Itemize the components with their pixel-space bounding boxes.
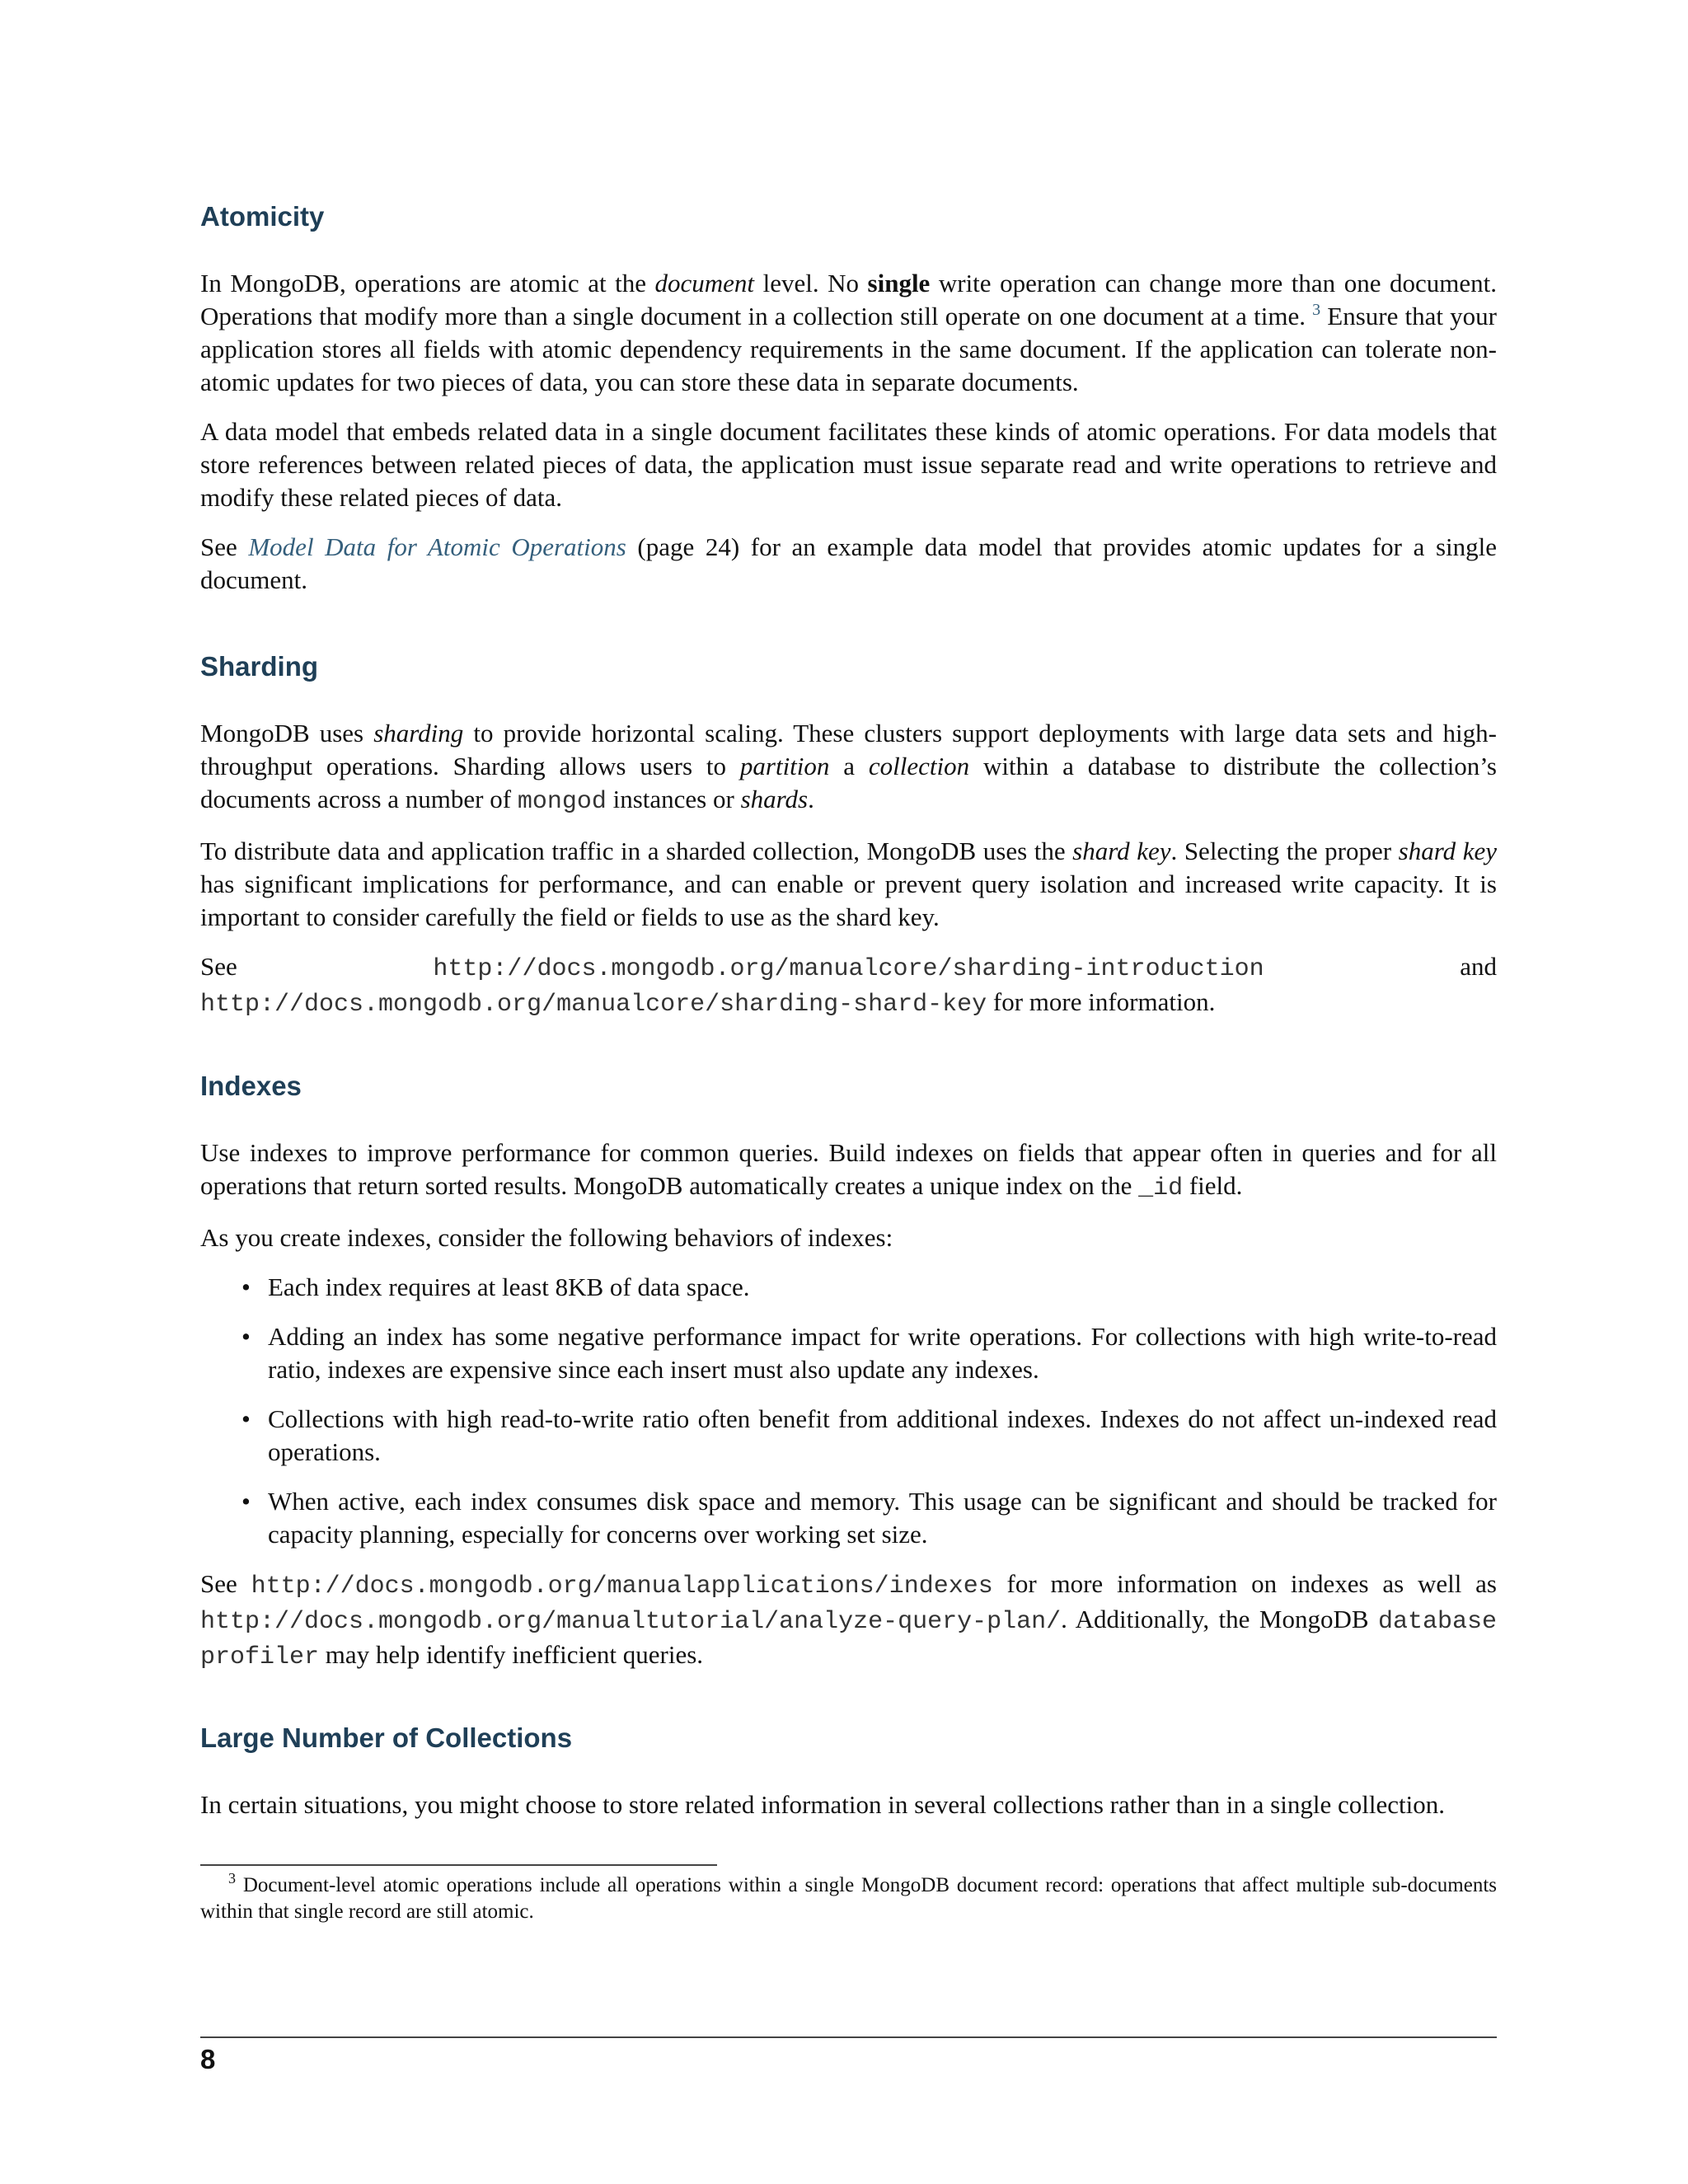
heading-large-number-of-collections: Large Number of Collections — [200, 1722, 573, 1753]
section-indexes — [200, 1137, 1497, 1690]
footnote — [200, 1872, 1497, 1925]
text-run: may help identify inefficient queries. — [319, 1640, 704, 1669]
text-run: Ensure that your application stores all fields with atomic dependency requirements in the same document. If the application can tolerate non-atomic updates for two pieces of data, you can store these data in separate documents. — [200, 302, 1498, 396]
list-item: • Adding an index has some negative performance impact for write operations. For collections with high write-to-read ratio, indexes are expensive since each insert must also update any indexes. — [268, 1320, 1497, 1386]
text-run: See — [200, 952, 434, 981]
text-run: to provide horizontal scaling. These clusters support deployments with large data sets and high-throughput operations. Sharding allows users to — [200, 719, 1497, 780]
text-run: Use indexes to improve performance for common queries. Build indexes on fields that appear often in queries and for all operations that return sorted results. MongoDB automatically creates a unique index on the — [200, 1138, 1497, 1200]
document-page — [200, 0, 1497, 2184]
section-atomicity — [200, 267, 1497, 613]
footer-divider — [200, 2036, 1497, 2038]
code-database-profiler[interactable]: database profiler — [200, 1608, 1497, 1671]
atomicity-paragraph-1 — [200, 267, 1497, 399]
atomicity-paragraph-2: A data model that embeds related data in a single document facilitates these kinds of atomic operations. For data models that store references between related pieces of data, the application must issue separate read and write operations to retrieve and modify these related pieces of data. — [200, 417, 1497, 512]
emphasis-shards: shards — [740, 785, 809, 813]
indexes-paragraph-3 — [200, 1568, 1497, 1674]
sharding-paragraph-1 — [200, 717, 1497, 818]
url-sharding-introduction[interactable]: http://docs.mongodb.org/manualcore/sharding-introduction — [433, 955, 1264, 983]
sharding-paragraph-3 — [200, 950, 1497, 1021]
collections-paragraph-1: In certain situations, you might choose to store related information in several collections rather than in a single collection. — [200, 1790, 1445, 1819]
section-sharding — [200, 717, 1497, 1038]
text-run: See — [200, 1569, 251, 1598]
emphasis-shard-key: shard key — [1072, 837, 1171, 865]
text-run: field. — [1183, 1171, 1243, 1200]
text-run: (page 24) for an example data model that provides atomic updates for a single document. — [200, 532, 1497, 594]
list-item: • When active, each index consumes disk space and memory. This usage can be significant and should be tracked for capacity planning, especially for concerns over working set size. — [268, 1485, 1497, 1551]
emphasis-partition: partition — [739, 752, 830, 780]
text-run: for more information on indexes as well as — [992, 1569, 1497, 1598]
text-run: To distribute data and application traffic in a sharded collection, MongoDB uses the — [200, 837, 1073, 865]
link-model-data-atomic-operations[interactable]: Model Data for Atomic Operations — [248, 532, 626, 561]
text-run: and — [1264, 952, 1498, 981]
text-run: write operation can change more than one document. Operations that modify more than a single document in a collection still operate on one document at a time. — [200, 269, 1497, 330]
list-item: • Each index requires at least 8KB of data space. — [268, 1271, 1497, 1304]
text-run: . — [808, 785, 814, 813]
url-applications-indexes[interactable]: http://docs.mongodb.org/manualapplications/indexes — [251, 1572, 993, 1601]
text-run: for more information. — [987, 987, 1216, 1016]
url-analyze-query-plan[interactable]: http://docs.mongodb.org/manualtutorial/analyze-query-plan/ — [200, 1608, 1062, 1636]
emphasis-document: document — [654, 269, 755, 298]
url-sharding-shard-key[interactable]: http://docs.mongodb.org/manualcore/sharding-shard-key — [200, 991, 987, 1019]
text-run: has significant implications for performance, and can enable or prevent query isolation and increased write capacity. It is important to consider carefully the field or fields to use as the shard key. — [200, 869, 1497, 931]
footnote-text: Document-level atomic operations include all operations within a single MongoDB document record: operations that affect multiple sub-documents within that single record are still atomic. — [200, 1874, 1497, 1923]
heading-sharding: Sharding — [200, 651, 319, 682]
heading-atomicity: Atomicity — [200, 201, 325, 232]
emphasis-sharding: sharding — [373, 719, 464, 748]
text-run: level. No — [754, 269, 868, 298]
code-id: _id — [1138, 1174, 1184, 1202]
emphasis-shard-key: shard key — [1398, 837, 1497, 865]
index-behaviors-list — [200, 1271, 1497, 1551]
footnote-divider — [200, 1864, 717, 1866]
text-run: . Selecting the proper — [1170, 837, 1399, 865]
emphasis-collection: collection — [868, 752, 970, 780]
text-run: MongoDB uses — [200, 719, 374, 748]
sharding-paragraph-2 — [200, 835, 1497, 934]
footnote-number: 3 — [228, 1870, 236, 1886]
text-run: within a database to distribute the collection’s documents across a number of — [200, 752, 1497, 813]
footnote-reference[interactable]: 3 — [1312, 301, 1321, 319]
strong-single: single — [867, 269, 931, 298]
atomicity-paragraph-3 — [200, 531, 1497, 597]
text-run: a — [829, 752, 869, 780]
text-run: instances or — [606, 785, 741, 813]
section-large-number-of-collections — [200, 1788, 1497, 1838]
indexes-paragraph-2: As you create indexes, consider the following behaviors of indexes: — [200, 1223, 893, 1252]
text-run: See — [200, 532, 249, 561]
page-number: 8 — [200, 2044, 216, 2074]
list-item: • Collections with high read-to-write ratio often benefit from additional indexes. Indexes do not affect un-indexed read operations. — [268, 1403, 1497, 1469]
indexes-paragraph-1 — [200, 1137, 1497, 1205]
code-mongod: mongod — [517, 788, 607, 816]
text-run: In MongoDB, operations are atomic at the — [200, 269, 655, 298]
heading-indexes: Indexes — [200, 1071, 302, 1101]
text-run: . Additionally, the MongoDB — [1061, 1605, 1378, 1633]
